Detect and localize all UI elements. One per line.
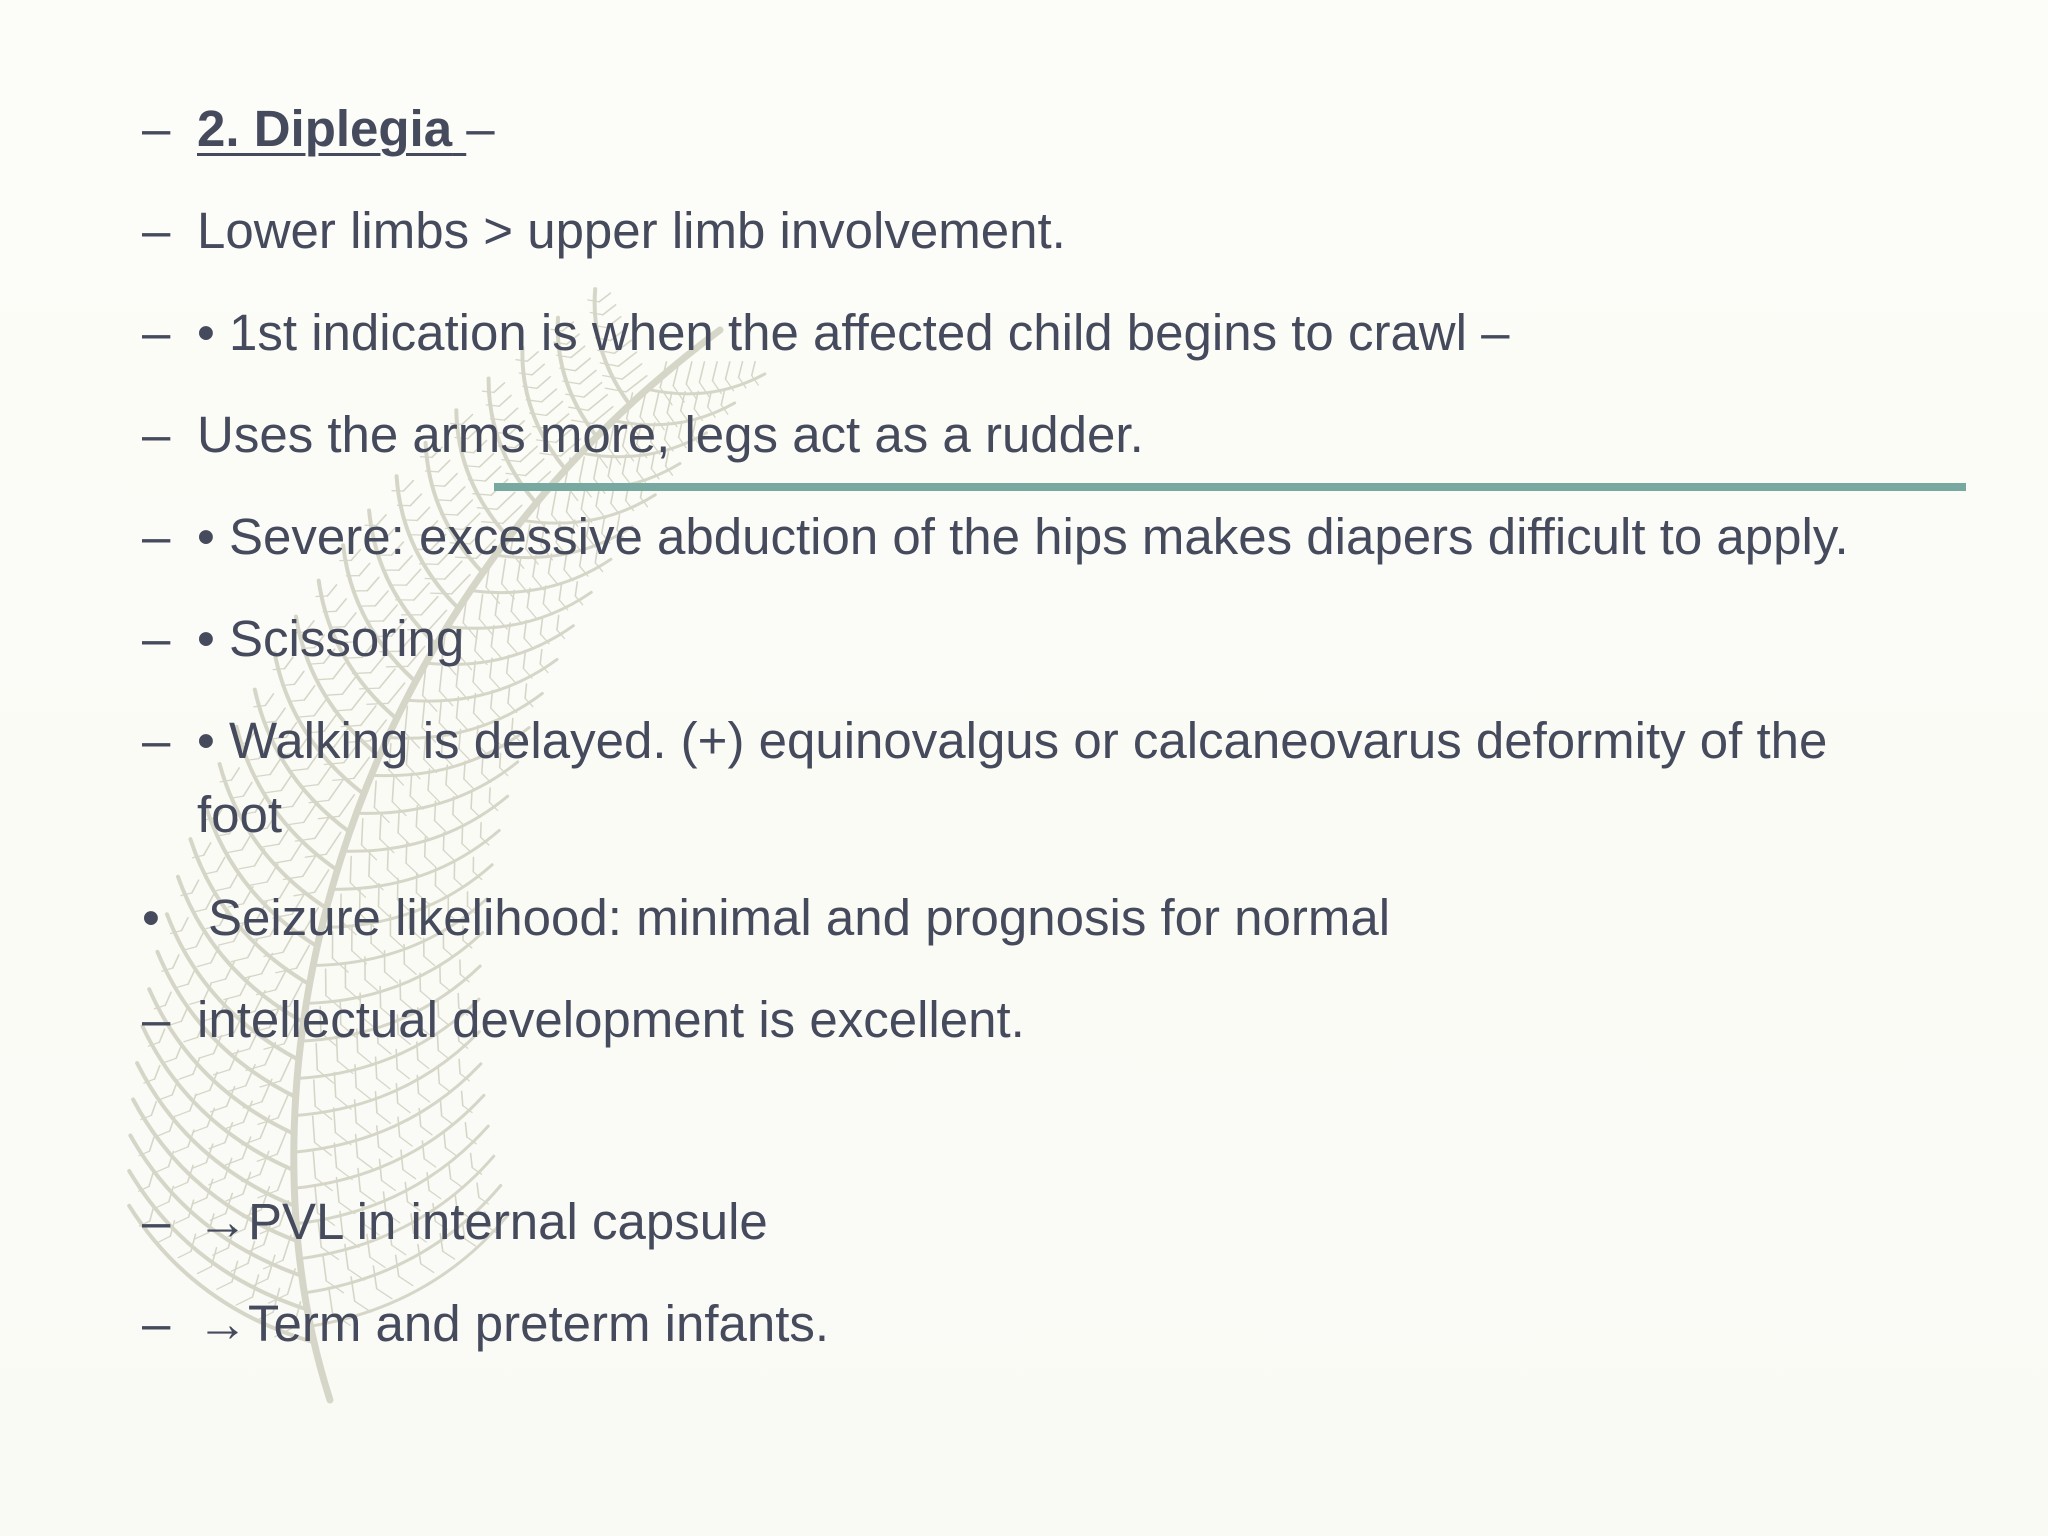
fern-leaflet [483,391,494,392]
list-marker: • [142,889,160,946]
fern-leaflet [244,974,262,978]
fern-leaflet [494,383,505,393]
fern-leaflet [379,1147,393,1157]
fern-leaflet [304,686,315,700]
fern-leaflet [377,1113,390,1123]
fern-leaflet [250,1279,268,1287]
fern-leaflet [231,1263,248,1271]
fern-leaflet [473,494,491,496]
fern-leaflet [418,1060,429,1069]
fern-frond [294,1095,484,1188]
fern-leaflet [196,932,203,946]
fern-leaflet [242,1174,260,1181]
fern-leaflet [369,852,370,877]
fern-leaflet [462,1091,463,1105]
list-item-text: →PVL in internal capsule [197,1193,768,1250]
fern-leaflet [439,1084,449,1092]
list-item-text: Lower limbs > upper limb involvement. [197,202,1066,259]
fern-leaflet [525,684,526,698]
fern-leaflet [358,1157,373,1168]
fern-leaflet [459,1059,460,1073]
fern-leaflet [373,1266,376,1289]
list-item-text: • 1st indication is when the affected child begins to crawl – [197,304,1510,361]
fern-leaflet [442,1116,452,1124]
fern-leaflet [446,1148,456,1156]
fern-leaflet [204,871,217,874]
fern-leaflet [160,1095,172,1100]
fern-leaflet [175,1147,188,1152]
fern-leaflet [334,1072,335,1097]
fern-leaflet [188,970,195,985]
fern-leaflet [438,1068,439,1084]
fern-leaflet [401,1150,403,1169]
fern-leaflet [421,1264,434,1273]
list-marker: – [142,1193,171,1250]
fern-leaflet [195,1090,210,1095]
list-item-text: →Term and preterm infants. [197,1295,830,1352]
fern-leaflet [414,583,429,600]
fern-leaflet [398,1117,400,1136]
fern-leaflet [325,694,342,695]
fern-leaflet [584,383,602,398]
fern-leaflet [377,1078,390,1089]
fern-leaflet [313,1152,315,1178]
fern-leaflet [399,1276,413,1285]
fern-leaflet [424,1159,436,1167]
fern-leaflet [318,679,334,680]
fern-leaflet [193,1127,208,1133]
fern-leaflet [380,1159,382,1180]
fern-leaflet [431,593,452,594]
fern-leaflet [537,377,550,389]
fern-leaflet [214,1070,230,1075]
list-marker: – [142,610,171,667]
fern-leaflet [157,1167,169,1172]
list-marker: – [142,304,171,361]
fern-leaflet [211,1106,227,1112]
fern-leaflet [440,1100,441,1116]
list-item-text: intellectual development is excellent. [197,991,1025,1048]
fern-leaflet [277,1130,287,1154]
fern-leaflet [327,585,336,596]
fern-leaflet [377,1126,379,1147]
fern-leaflet [197,963,211,967]
fern-leaflet [173,955,179,968]
fern-leaflet [350,857,351,883]
fern-leaflet [192,1163,206,1169]
fern-leaflet [445,474,458,487]
fern-leaflet [228,1086,245,1092]
fern-leaflet [403,1170,416,1179]
fern-leaflet [337,1168,353,1180]
slide-title: 2. Diplegia – [197,100,495,157]
fern-leaflet [605,388,626,392]
fern-leaflet [280,1057,291,1081]
fern-leaflet [566,394,584,397]
fern-leaflet [225,1159,242,1166]
fern-leaflet [400,1137,413,1146]
list-marker: – [142,1295,171,1352]
list-item-text: • Scissoring [197,610,465,667]
list-marker: – [142,991,171,1048]
fern-leaflet [431,485,445,486]
list-marker: – [142,712,171,769]
fern-leaflet [425,579,445,580]
fern-leaflet [444,1132,446,1148]
list-marker: – [142,406,171,463]
fern-leaflet [425,857,436,868]
fern-leaflet [559,584,561,600]
list-item-text: Uses the arms more, legs act as a rudder. [197,406,1144,463]
fern-leaflet [397,1069,409,1079]
fern-leaflet [273,860,291,863]
fern-leaflet [278,1094,289,1118]
fern-leaflet [356,1123,370,1134]
fern-leaflet [367,577,379,590]
fern-leaflet [419,1093,430,1102]
fern-leaflet [164,1058,176,1062]
fern-leaflet [356,1135,358,1158]
fern-leaflet [217,857,225,871]
fern-leaflet [404,964,416,974]
fern-leaflet [290,700,304,701]
fern-leaflet [403,481,413,491]
list-marker: – [142,508,171,565]
accent-divider [494,483,1966,491]
fern-leaflet [316,596,327,597]
fern-leaflet [385,972,398,983]
fern-leaflet [396,1084,397,1103]
fern-leaflet [342,678,355,695]
fern-leaflet [580,371,596,384]
fern-leaflet [376,1057,377,1078]
fern-leaflet [451,487,465,501]
fern-leaflet [424,956,435,965]
fern-leaflet [549,573,559,585]
fern-leaflet [465,1123,467,1137]
fern-leaflet [158,1131,170,1136]
list-item-text: • Walking is delayed. (+) equinovalgus or calcaneovarus deformity of the foot [197,712,1828,843]
fern-leaflet [490,678,500,690]
fern-leaflet [303,856,316,877]
fern-leaflet [180,1074,193,1079]
fern-leaflet [177,1111,190,1116]
fern-leaflet [686,384,696,399]
fern-leaflet [239,866,254,869]
fern-leaflet [151,1102,156,1116]
fern-leaflet [155,1066,160,1079]
fern-leaflet [473,682,484,695]
fern-leaflet [313,1116,315,1142]
fern-leaflet [508,687,510,703]
fern-leaflet [519,373,532,375]
fern-leaflet [314,1080,315,1106]
fern-leaflet [355,1100,357,1123]
fern-leaflet [449,1163,451,1179]
list-item-text: Seizure likelihood: minimal and prognosis for normal [208,889,1391,946]
fern-leaflet [193,909,206,912]
fern-leaflet [192,880,199,893]
fern-leaflet [421,1126,432,1135]
fern-leaflet [356,1088,370,1099]
fern-leaflet [150,1138,154,1152]
fern-leaflet [198,1267,212,1274]
fern-leaflet [406,863,418,875]
list-item-text: • Severe: excessive abduction of the hips makes diapers difficult to apply. [197,508,1849,565]
fern-leaflet [226,1122,243,1128]
fern-leaflet [231,958,247,962]
fern-leaflet [471,1153,473,1167]
fern-leaflet [575,582,577,596]
list-marker: – [142,100,171,157]
fern-leaflet [398,1103,410,1113]
list-marker: – [142,202,171,259]
fern-leaflet [360,688,380,689]
fern-leaflet [376,1092,378,1113]
